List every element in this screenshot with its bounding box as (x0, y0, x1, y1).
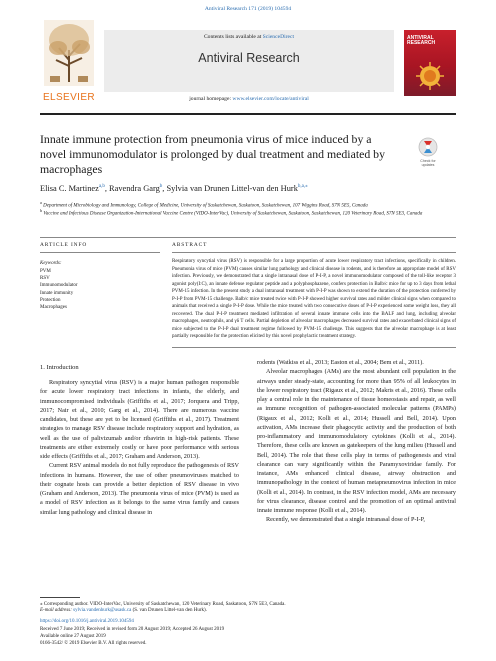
article-title: Innate immune protection from pneumonia virus of mice induced by a novel immunomodulator is prolonged by dual treatment and mediated by macrophages (40, 132, 385, 177)
body-paragraph: Respiratory syncytial virus (RSV) is a major human pathogen responsible for acute lower respiratory tract infections in infants, the elderly, and immunocompromised individuals (Griffiths et al., 2017; Jorquera and Tripp, 2017; Nair et al., 2010; Garg et al., 2014). There are numerous vaccine candidates, but these are yet to be licensed (Griffiths et al., 2017). Treatment strategies to manage RSV disease include respiratory support and hydration, as well as the use of palivizumab and/or ribavirin in high-risk patients. These treatments are either extremely costly or have poor performance with serious side effects (Griffiths et al., 2017; Graham and Anderson, 2013). (40, 379, 239, 460)
publisher-name: ELSEVIER (42, 92, 96, 103)
keyword: Macrophages (40, 305, 67, 311)
journal-homepage-line (104, 96, 394, 102)
email-suffix: (S. van Drunen Littel-van den Hurk). (131, 608, 207, 613)
article-info-heading: ARTICLE INFO (40, 242, 88, 248)
email-note (40, 608, 456, 613)
author-affiliation-marker[interactable]: b (159, 184, 163, 189)
author-separator: , (162, 183, 167, 193)
masthead-banner (104, 30, 394, 92)
journal-homepage-link[interactable]: www.elsevier.com/locate/antiviral (232, 96, 309, 102)
author-affiliation-marker[interactable]: b,a,⁎ (297, 184, 308, 189)
keyword: RSV (40, 276, 50, 282)
author-name[interactable]: Ravendra Garg (109, 183, 160, 193)
keyword: PVM (40, 269, 51, 274)
body-column-left (40, 378, 239, 517)
body-paragraph: Current RSV animal models do not fully reproduce the pathogenesis of RSV infections in humans. However, the use of other pneumoviruses matched to their cognate hosts can provide a better depiction of RSV disease in vivo (Graham and Anderson, 2013). The pneumonia virus of mice (PVM) is used as a model of RSV infection as it belongs to the same virus family and causes similar lung pathology and clinical disease in (40, 462, 239, 516)
available-online-date: Available online 27 August 2019 (40, 634, 106, 639)
body-paragraph-continued: rodents (Watkiss et al., 2013; Easton et al., 2004; Bem et al., 2011). (257, 359, 424, 366)
introduction-heading: 1. Introduction (40, 364, 79, 371)
affiliation (40, 208, 456, 218)
author-list (40, 183, 456, 193)
footnote-divider (40, 597, 80, 598)
abstract-heading: ABSTRACT (172, 242, 208, 248)
check-for-updates-button[interactable] (418, 137, 438, 165)
affiliation-marker: b (40, 208, 43, 213)
cover-title: ANTIVIRAL RESEARCH (407, 35, 436, 47)
article-info-divider (40, 252, 160, 253)
running-head: Antiviral Research 171 (2019) 104594 (204, 6, 292, 12)
crossmark-icon (418, 137, 438, 159)
body-paragraph: Alveolar macrophages (AMs) are the most abundant cell population in the airways under steady-state, accounting for more than 95% of all leukocytes in the lower respiratory tract (Rigaux et al., 2012; Makris et al., 2016). These cells play a central role in the maintenance of tissue homeostasis and repair, as well as immune recognition of pathogen-associated molecular patterns (PAMPs) (Rigaux et al., 2012; Kolli et al., 2014; Hussell and Bell, 2014). Upon activation, AMs increase their phagocytic activity and the production of both pro-inflammatory and immunomodulatory cytokines (Kolli et al., 2014). Therefore, these cells are known as gatekeepers of the lung milieu (Hussell and Bell, 2014). The role that these cells play in terms of pathogenesis and viral clearance can vary significantly within the Paramyxoviridae family. For instance, AMs enhanced clinical disease, airway obstruction and immunopathology in the context of human metapneumovirus infection in mice (Kolli et al., 2014). In contrast, in the RSV infection model, AMs are necessary for virus clearance, disease control and the promotion of an optimal antiviral innate immune response (Kolli et al., 2014). (257, 368, 456, 514)
affiliation-text: Department of Microbiology and Immunology, College of Medicine, University of Saskatchewan, Saskatoon, Saskatchewan, 107 Wiggins Road, S7N 5E5, Canada (43, 203, 368, 209)
keyword: Protection (40, 297, 61, 303)
abstract-bottom-divider (172, 347, 456, 348)
keyword: Innate immunity (40, 290, 74, 296)
article-history: Received 7 June 2019; Received in revised form 20 August 2019; Accepted 26 August 2019 (40, 627, 225, 632)
author-separator: , (104, 183, 110, 193)
elsevier-tree-icon (44, 20, 94, 86)
body-paragraph: Recently, we demonstrated that a single intranasal dose of P-I-P, (266, 516, 425, 524)
crossmark-label: Check for updates (420, 159, 436, 167)
abstract-text: Respiratory syncytial virus (RSV) is responsible for a large proportion of acute lower respiratory tract infections, specifically in children. Pneumonia virus of mice (PVM) causes similar lung pathology and clinical disease in rodents, and is therefore an appropriate model of RSV infection. Previously, we demonstrated that a single intranasal dose of P-I-P, a novel immunomodulator composed of the toll-like receptor 3 agonist poly(I:C), an innate defense regulator peptide and a polyphosphazene, confers protection in Balb/c mice for up to 3 days from lethal PVM-15 infection. In the present study a dual intranasal treatment with P-I-P was shown to extend the duration of the protection conferred by P-I-P from PVM-15 challenge. Balb/c mice treated twice with P-I-P showed higher survival rates and milder clinical signs when compared to animals that received a single P-I-P dose. While the mice treated with two consecutive doses of P-I-P experienced some weight loss, they all recovered. The dual P-I-P treatment mediated infiltration of several innate immune cells into the BALF and lung, including alveolar macrophages, neutrophils, and γδ T cells. Partial depletion of alveolar macrophages decreased survival rates and exacerbated clinical signs of mice subjected to the P-I-P dual treatment regime followed by PVM-15 challenge. This suggests that the alveolar macrophage is at least partially responsible for the protection elicited by this novel prophylactic treatment strategy. (172, 259, 456, 340)
affiliation-text: Vaccine and Infectious Disease Organization-International Vaccine Centre (VIDO-InterVac), University of Saskatchewan, Saskatoon, Saskatchewan, 120 Veterinary Road, S7N 5E3, Canada (43, 211, 423, 217)
author-name[interactable]: Sylvia van Drunen Littel-van den Hurk (166, 183, 298, 193)
keyword: Immunomodulator (40, 283, 78, 289)
contents-line (104, 34, 394, 40)
sciencedirect-link[interactable]: ScienceDirect (262, 34, 295, 40)
affiliation-marker: a (40, 200, 42, 205)
journal-cover-image[interactable] (404, 30, 456, 96)
author-affiliation-marker[interactable]: a,b (98, 184, 105, 189)
author-email-link[interactable]: sylvia.vandenhurk@usask.ca (73, 608, 132, 613)
author-name[interactable]: Elisa C. Martinez (40, 183, 99, 193)
body-column-right (257, 358, 456, 525)
keywords-heading: Keywords: (40, 261, 62, 266)
section-divider (40, 237, 456, 238)
email-label: E-mail address: (40, 608, 74, 613)
journal-masthead (40, 18, 456, 111)
virus-cover-icon (412, 61, 448, 91)
masthead-divider (40, 113, 456, 115)
homepage-prefix: journal homepage: (189, 96, 233, 102)
copyright-line: 0166-3542/ © 2019 Elsevier B.V. All rights reserved. (40, 641, 147, 646)
abstract-divider (172, 252, 456, 253)
corresponding-author-note: ⁎ Corresponding author. VIDO-InterVac, University of Saskatchewan, 120 Veterinary Road, Saskatoon, S7N 5E3, Canada. (40, 602, 286, 607)
doi-link[interactable]: https://doi.org/10.1016/j.antiviral.2019.104594 (40, 619, 134, 624)
journal-title: Antiviral Research (198, 51, 300, 65)
elsevier-logo[interactable] (40, 18, 98, 106)
contents-prefix: Contents lists available at (203, 34, 263, 40)
keywords-list (40, 268, 150, 311)
